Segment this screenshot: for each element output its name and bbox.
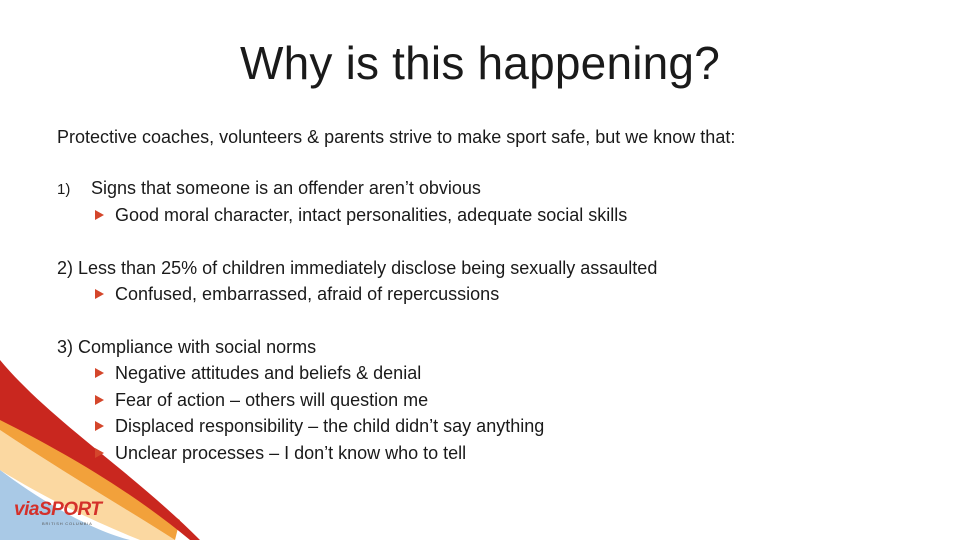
bullet-text: Negative attitudes and beliefs & denial: [115, 363, 422, 383]
logo-via: via: [14, 499, 39, 520]
bullet-item: [57, 440, 544, 467]
bullet-text: Good moral character, intact personalities, adequate social skills: [115, 205, 628, 225]
bullet-item: [57, 360, 544, 387]
bullet-item: [57, 202, 627, 229]
bullet-text: Confused, embarrassed, afraid of repercussions: [115, 284, 500, 304]
bullet-list: [57, 202, 627, 229]
logo-wordmark: [14, 500, 124, 520]
section-2: [57, 256, 657, 308]
bullet-item: [57, 281, 657, 308]
bullet-list: [57, 360, 544, 466]
triangle-bullet-icon: [95, 395, 104, 405]
section-number: 1): [57, 181, 71, 198]
bullet-text: Unclear processes – I don’t know who to tell: [115, 442, 467, 463]
bullet-text: Fear of action – others will question me: [115, 389, 429, 410]
bullet-item: [57, 413, 544, 440]
triangle-bullet-icon: [95, 210, 104, 220]
slide-title: Why is this happening?: [239, 37, 720, 89]
logo-sport: SPORT: [38, 499, 102, 520]
section-heading: [57, 176, 627, 202]
logo-subtitle: BRITISH COLUMBIA: [42, 521, 93, 526]
section-heading: 3) Compliance with social norms: [57, 337, 317, 357]
section-heading-text: Signs that someone is an offender aren’t obvious: [91, 178, 481, 198]
bullet-text: Displaced responsibility – the child didn’t say anything: [115, 416, 545, 436]
section-1: [57, 176, 627, 229]
bullet-item: [57, 387, 544, 414]
triangle-bullet-icon: [95, 421, 104, 431]
triangle-bullet-icon: [95, 368, 104, 378]
intro-text: Protective coaches, volunteers & parents strive to make sport safe, but we know that:: [57, 127, 736, 147]
section-3: [57, 335, 544, 466]
triangle-bullet-icon: [95, 448, 104, 458]
bullet-list: [57, 281, 657, 308]
section-heading: 2) Less than 25% of children immediately disclose being sexually assaulted: [57, 258, 658, 278]
viasport-logo: [14, 500, 124, 534]
triangle-bullet-icon: [95, 289, 104, 299]
